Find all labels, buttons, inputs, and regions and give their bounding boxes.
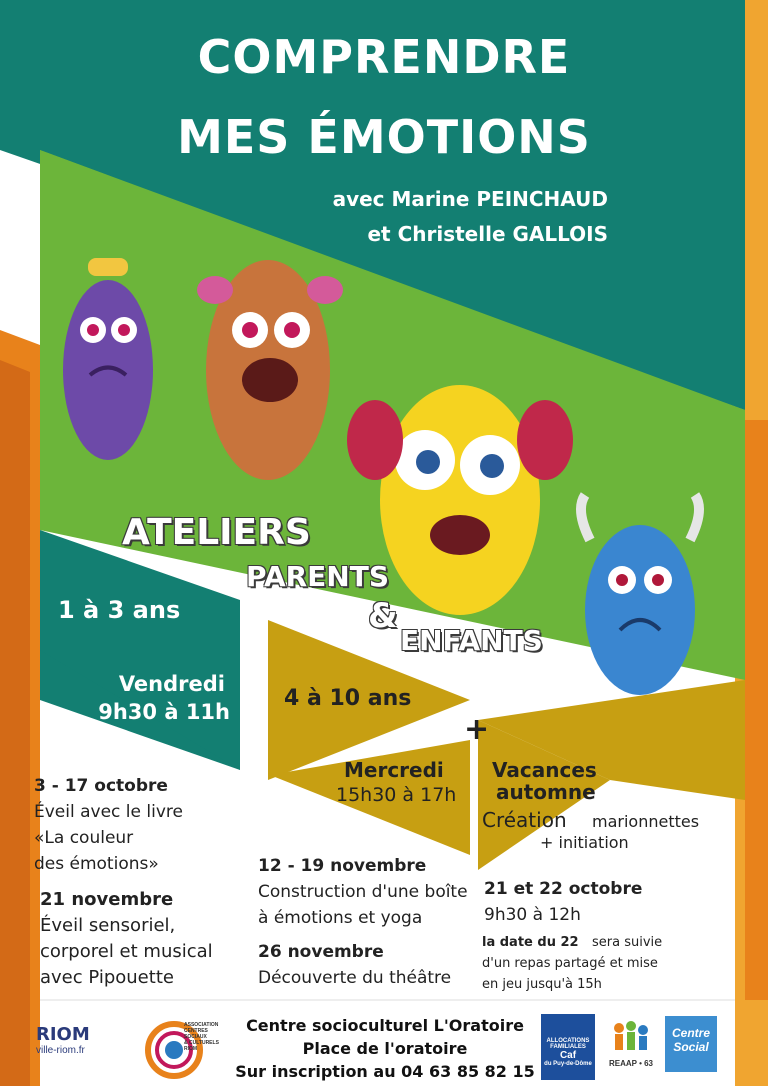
- association-logo-text: [184, 1022, 244, 1052]
- holidays-title-1: Vacances: [492, 758, 597, 782]
- group2-session1-line2: à émotions et yoga: [258, 908, 423, 928]
- group1-time: 9h30 à 11h: [98, 700, 230, 724]
- assoc-text-1: ASSOCIATION: [184, 1022, 219, 1028]
- reaap-logo-text: REAAP • 63: [608, 1059, 653, 1068]
- caf-text-2: FAMILIALES: [550, 1044, 586, 1050]
- caf-text-1: ALLOCATIONS: [546, 1038, 590, 1044]
- group2-session1-date: 12 - 19 novembre: [258, 856, 427, 876]
- reaap-logo: [603, 1018, 659, 1078]
- centre-social-text-1: Centre: [671, 1026, 710, 1040]
- assoc-text-3: SOCIAUX: [184, 1034, 207, 1040]
- group2-time: 15h30 à 17h: [336, 784, 457, 806]
- holidays-date: 21 et 22 octobre: [484, 879, 643, 899]
- holidays-note-line3: en jeu jusqu'à 15h: [482, 977, 602, 992]
- holidays-note-line2: d'un repas partagé et mise: [482, 956, 658, 971]
- assoc-text-5: RIOM: [184, 1046, 198, 1052]
- holidays-creation-rest: marionnettes: [592, 812, 700, 831]
- riom-logo-site: ville-riom.fr: [36, 1045, 85, 1056]
- footer-line-1: Centre socioculturel L'Oratoire: [246, 1016, 524, 1035]
- group1-session1-line1: Éveil avec le livre: [34, 802, 183, 822]
- parents-word: PARENTS: [246, 560, 390, 593]
- group1-session1-line3: des émotions»: [34, 854, 159, 874]
- footer-line-2: Place de l'oratoire: [302, 1039, 468, 1058]
- holidays-title-2: automne: [496, 780, 596, 804]
- group1-age: 1 à 3 ans: [58, 596, 181, 624]
- group2-day: Mercredi: [344, 758, 444, 782]
- assoc-text-2: CENTRES: [184, 1028, 208, 1034]
- holidays-note-bold: la date du 22: [482, 935, 579, 950]
- group1-session2-line1: Éveil sensoriel,: [40, 915, 176, 936]
- caf-logo: [541, 1014, 595, 1080]
- group2-age: 4 à 10 ans: [284, 686, 412, 711]
- group2-session2-line1: Découverte du théâtre: [258, 968, 452, 988]
- footer-line-3: Sur inscription au 04 63 85 82 15: [235, 1062, 535, 1081]
- riom-logo-text: RIOM: [36, 1024, 90, 1045]
- group2-session1-line1: Construction d'une boîte: [258, 882, 468, 902]
- ampersand: &: [368, 596, 398, 636]
- group1-day: Vendredi: [118, 672, 225, 696]
- group1-session1-line2: «La couleur: [34, 828, 134, 848]
- holidays-creation-word: Création: [482, 808, 567, 832]
- riom-logo: [36, 1024, 126, 1056]
- title-line-1: COMPRENDRE: [197, 30, 571, 84]
- holidays-time: 9h30 à 12h: [484, 905, 581, 925]
- holidays-note-rest1: sera suivie: [592, 935, 663, 950]
- plus-sign: +: [464, 712, 490, 747]
- right-orange-band-mid: [745, 420, 768, 1000]
- enfants-word: ENFANTS: [400, 624, 543, 657]
- reaap-logo-icon: [603, 1018, 659, 1054]
- left-rust-band: [0, 360, 30, 1086]
- group1-session1-date: 3 - 17 octobre: [34, 776, 168, 796]
- centre-social-logo: [665, 1016, 717, 1072]
- group2-session2-date: 26 novembre: [258, 942, 384, 962]
- subtitle-line-2: et Christelle GALLOIS: [367, 222, 608, 246]
- caf-text-4: du Puy-de-Dôme: [544, 1061, 592, 1067]
- holidays-initiation: + initiation: [540, 833, 629, 852]
- title-line-2: MES ÉMOTIONS: [177, 110, 591, 164]
- centre-social-text-2: Social: [673, 1040, 709, 1054]
- ateliers-word: ATELIERS: [122, 512, 311, 553]
- group1-session2-date: 21 novembre: [40, 889, 174, 910]
- subtitle-line-1: avec Marine PEINCHAUD: [332, 187, 608, 211]
- caf-text-3: Caf: [559, 1050, 577, 1061]
- group1-session2-line2: corporel et musical: [40, 941, 213, 962]
- assoc-text-4: & CULTURELS: [184, 1040, 219, 1046]
- group1-session2-line3: avec Pipouette: [40, 967, 174, 988]
